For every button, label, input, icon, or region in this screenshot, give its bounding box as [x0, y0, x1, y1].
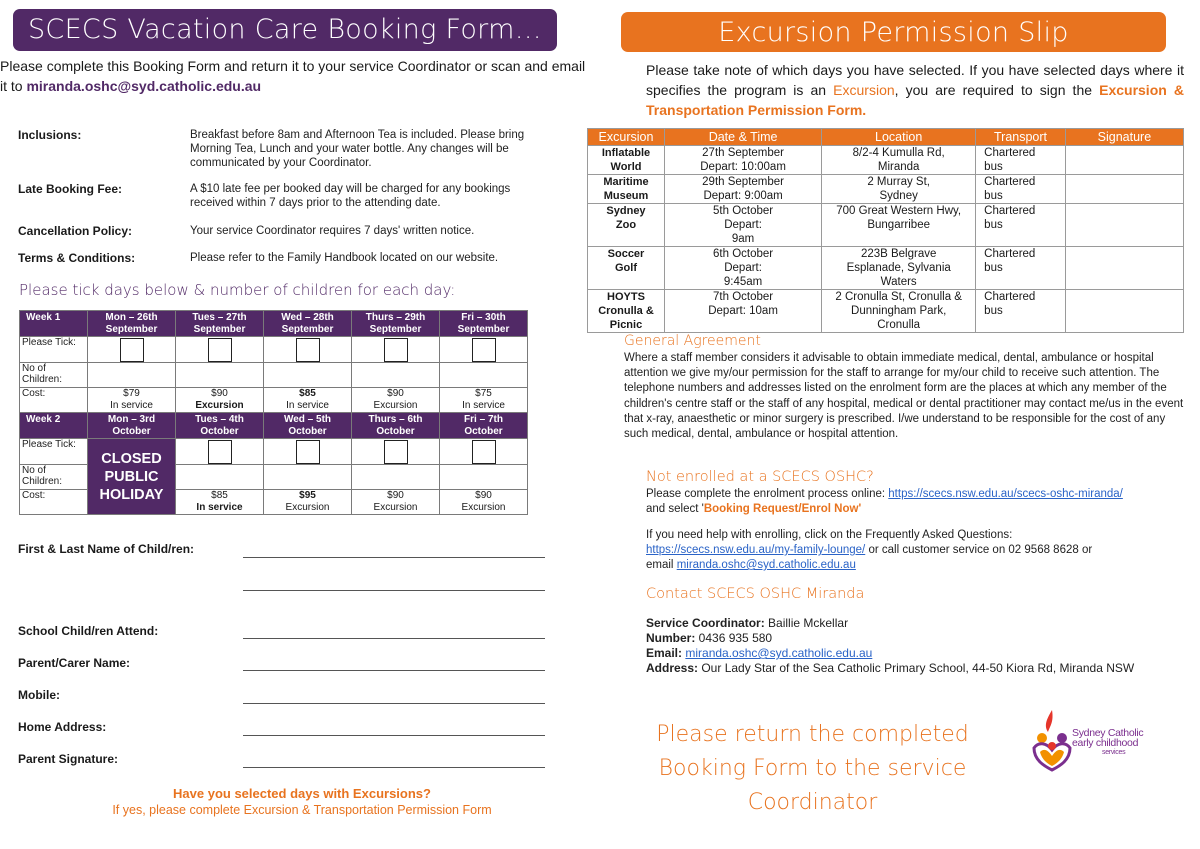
school-field[interactable] [243, 638, 545, 639]
tick-row-label: Please Tick: [20, 337, 88, 363]
signature-cell[interactable] [1065, 247, 1183, 290]
signature-cell[interactable] [1065, 204, 1183, 247]
child-name-field-2[interactable] [243, 590, 545, 591]
booking-form-title: SCECS Vacation Care Booking Form… [13, 9, 557, 51]
tick-box[interactable] [384, 440, 408, 464]
children-count-cell[interactable] [264, 363, 352, 388]
child-name-field[interactable] [243, 557, 545, 558]
contact-heading: Contact SCECS OSHC Miranda [646, 586, 865, 602]
cancellation-text: Your service Coordinator requires 7 days' written notice. [190, 225, 475, 237]
contact-email-link[interactable]: miranda.oshc@syd.catholic.edu.au [685, 646, 873, 660]
cost-cell: $75 In service [440, 388, 528, 413]
children-count-cell[interactable] [176, 465, 264, 490]
table-row: Sydney Zoo 5th October Depart: 9am 700 Great Western Hwy, Bungarribee Chartered bus [588, 204, 1184, 247]
cost-cell: $90 Excursion [352, 490, 440, 515]
logo-text-line: early childhood [1072, 737, 1139, 749]
enrol-text: Please complete the enrolment process online: https://scecs.nsw.edu.au/scecs-oshc-miranda/ and select 'Booking Request/Enrol Now' [646, 488, 1123, 515]
school-label: School Child/ren Attend: [18, 624, 159, 638]
faq-link[interactable]: https://scecs.nsw.edu.au/my-family-lounge/ [646, 544, 866, 556]
tick-box[interactable] [120, 338, 144, 362]
week2-day-header: Fri – 7th October [440, 413, 528, 439]
parent-name-label: Parent/Carer Name: [18, 656, 131, 670]
cost-cell: $79 In service [88, 388, 176, 413]
col-transport: Transport [976, 129, 1066, 146]
cost-cell: $85 In service [176, 490, 264, 515]
late-fee-text: A $10 late fee per booked day will be charged for any bookings received within 7 days prior to the attending date. [190, 183, 511, 209]
enrol-link[interactable]: https://scecs.nsw.edu.au/scecs-oshc-miranda/ [888, 488, 1123, 500]
help-text: If you need help with enrolling, click on the Frequently Asked Questions: https://scecs.nsw.edu.au/my-family-lounge/ or call customer service on 02 9568 8628 or email miranda.oshc@syd.catholic.edu.au [646, 529, 1093, 571]
tick-box[interactable] [472, 338, 496, 362]
terms-text: Please refer to the Family Handbook located on our website. [190, 252, 499, 264]
terms-label: Terms & Conditions: [18, 251, 136, 265]
children-count-cell[interactable] [440, 465, 528, 490]
col-date-time: Date & Time [665, 129, 822, 146]
cost-cell: $90 Excursion [176, 388, 264, 413]
mobile-label: Mobile: [18, 688, 60, 702]
logo-text-line: Sydney Catholic [1072, 727, 1144, 739]
excursion-table [587, 128, 1184, 333]
excursion-question: Have you selected days with Excursions? [173, 786, 431, 801]
tick-box[interactable] [384, 338, 408, 362]
inclusions-label: Inclusions: [18, 128, 82, 142]
mobile-field[interactable] [243, 703, 545, 704]
contact-details: Service Coordinator: Baillie Mckellar Number: 0436 935 580 Email: miranda.oshc@syd.catholic.edu.au Address: Our Lady Star of the Sea Catholic Primary School, 44-50 Kiora Rd, Miranda NSW [646, 616, 1135, 675]
tick-box[interactable] [296, 338, 320, 362]
permission-slip-title: Excursion Permission Slip [621, 12, 1166, 52]
tick-box[interactable] [208, 338, 232, 362]
inclusions-text: Breakfast before 8am and Afternoon Tea is included. Please bring Morning Tea, Lunch and your water bottle. Any changes will be communicated by your Coordinator. [190, 129, 525, 169]
col-excursion: Excursion [588, 129, 665, 146]
agreement-text: Where a staff member considers it advisable to obtain immediate medical, dental, ambulance or hospital attention we give my/our permission for the staff to arrange for my/our child to receive such attention. The telephone numbers and addresses listed on the enrolment form are the places at which any member of the children's centre staff or the staff of any hospital, medical or dental practitioner may contact me/us in the event that x-ray, anaesthetic or minor surgery is prescribed. I/we understand to be responsible for the cost of any such medical, dental, ambulance or hospital attention. [624, 352, 1184, 441]
children-count-cell[interactable] [176, 363, 264, 388]
table-row: Soccer Golf 6th October Depart: 9:45am 223B Belgrave Esplanade, Sylvania Waters Chartered bus [588, 247, 1184, 290]
agreement-heading: General Agreement [624, 333, 761, 349]
booking-table [19, 310, 528, 515]
children-count-cell[interactable] [440, 363, 528, 388]
week1-day-header: Wed – 28th September [264, 311, 352, 337]
cost-row-label: Cost: [20, 490, 88, 515]
children-count-cell[interactable] [352, 465, 440, 490]
logo-text-line: services [1102, 749, 1126, 756]
week1-day-header: Fri – 30th September [440, 311, 528, 337]
address-label: Home Address: [18, 720, 107, 734]
signature-field[interactable] [243, 767, 545, 768]
table-row: Maritime Museum 29th September Depart: 9:00am 2 Murray St, Sydney Chartered bus [588, 175, 1184, 204]
signature-cell[interactable] [1065, 290, 1183, 333]
children-count-cell[interactable] [352, 363, 440, 388]
children-count-cell[interactable] [264, 465, 352, 490]
week2-day-header: Tues – 4th October [176, 413, 264, 439]
tick-heading: Please tick days below & number of children for each day: [19, 281, 456, 299]
signature-cell[interactable] [1065, 175, 1183, 204]
week2-day-header: Mon – 3rd October [88, 413, 176, 439]
late-fee-label: Late Booking Fee: [18, 182, 123, 196]
excursion-note: Please take note of which days you have selected. If you have selected days where it specifies the program is an Excursion, you are required to sign the Excursion & Transportation Permission Form. [646, 62, 1184, 118]
signature-cell[interactable] [1065, 146, 1183, 175]
week1-day-header: Tues – 27th September [176, 311, 264, 337]
help-email-link[interactable]: miranda.oshc@syd.catholic.edu.au [676, 559, 856, 571]
child-name-label: First & Last Name of Child/ren: [18, 542, 195, 556]
not-enrolled-heading: Not enrolled at a SCECS OSHC? [646, 469, 874, 485]
table-row: HOYTS Cronulla & Picnic 7th October Depart: 10am 2 Cronulla St, Cronulla & Dunningham Park, Cronulla Chartered bus [588, 290, 1184, 333]
col-signature: Signature [1065, 129, 1183, 146]
scecs-logo [1030, 708, 1180, 778]
children-row-label: No of Children: [20, 363, 88, 388]
intro-text: Please complete this Booking Form and return it to your service Coordinator or scan and email it to miranda.oshc@syd.catholic.edu.au [0, 58, 586, 94]
logo-figure-icon [1030, 708, 1074, 772]
week1-day-header: Mon – 26th September [88, 311, 176, 337]
cancellation-label: Cancellation Policy: [18, 224, 133, 238]
address-field[interactable] [243, 735, 545, 736]
week2-day-header: Thurs – 6th October [352, 413, 440, 439]
week2-label: Week 2 [20, 413, 88, 439]
return-message: Please return the completed Booking Form to the service Coordinator [656, 722, 969, 815]
tick-row-label: Please Tick: [20, 439, 88, 465]
excursion-instruction: If yes, please complete Excursion & Transportation Permission Form [112, 803, 492, 817]
intro-email[interactable]: miranda.oshc@syd.catholic.edu.au [26, 78, 262, 94]
cost-cell: $90 Excursion [440, 490, 528, 515]
week1-day-header: Thurs – 29th September [352, 311, 440, 337]
tick-box[interactable] [208, 440, 232, 464]
week1-label: Week 1 [20, 311, 88, 337]
children-row-label: No of Children: [20, 465, 88, 490]
tick-box[interactable] [296, 440, 320, 464]
children-count-cell[interactable] [88, 363, 176, 388]
week2-day-header: Wed – 5th October [264, 413, 352, 439]
closed-public-holiday: CLOSED PUBLIC HOLIDAY [88, 439, 176, 515]
cost-cell: $85 In service [264, 388, 352, 413]
col-location: Location [822, 129, 976, 146]
parent-name-field[interactable] [243, 670, 545, 671]
table-row: Inflatable World 27th September Depart: 10:00am 8/2-4 Kumulla Rd, Miranda Chartered bus [588, 146, 1184, 175]
tick-box[interactable] [472, 440, 496, 464]
cost-row-label: Cost: [20, 388, 88, 413]
signature-label: Parent Signature: [18, 752, 119, 766]
cost-cell: $95 Excursion [264, 490, 352, 515]
cost-cell: $90 Excursion [352, 388, 440, 413]
enrol-now-link[interactable]: Booking Request/Enrol Now' [703, 503, 862, 515]
